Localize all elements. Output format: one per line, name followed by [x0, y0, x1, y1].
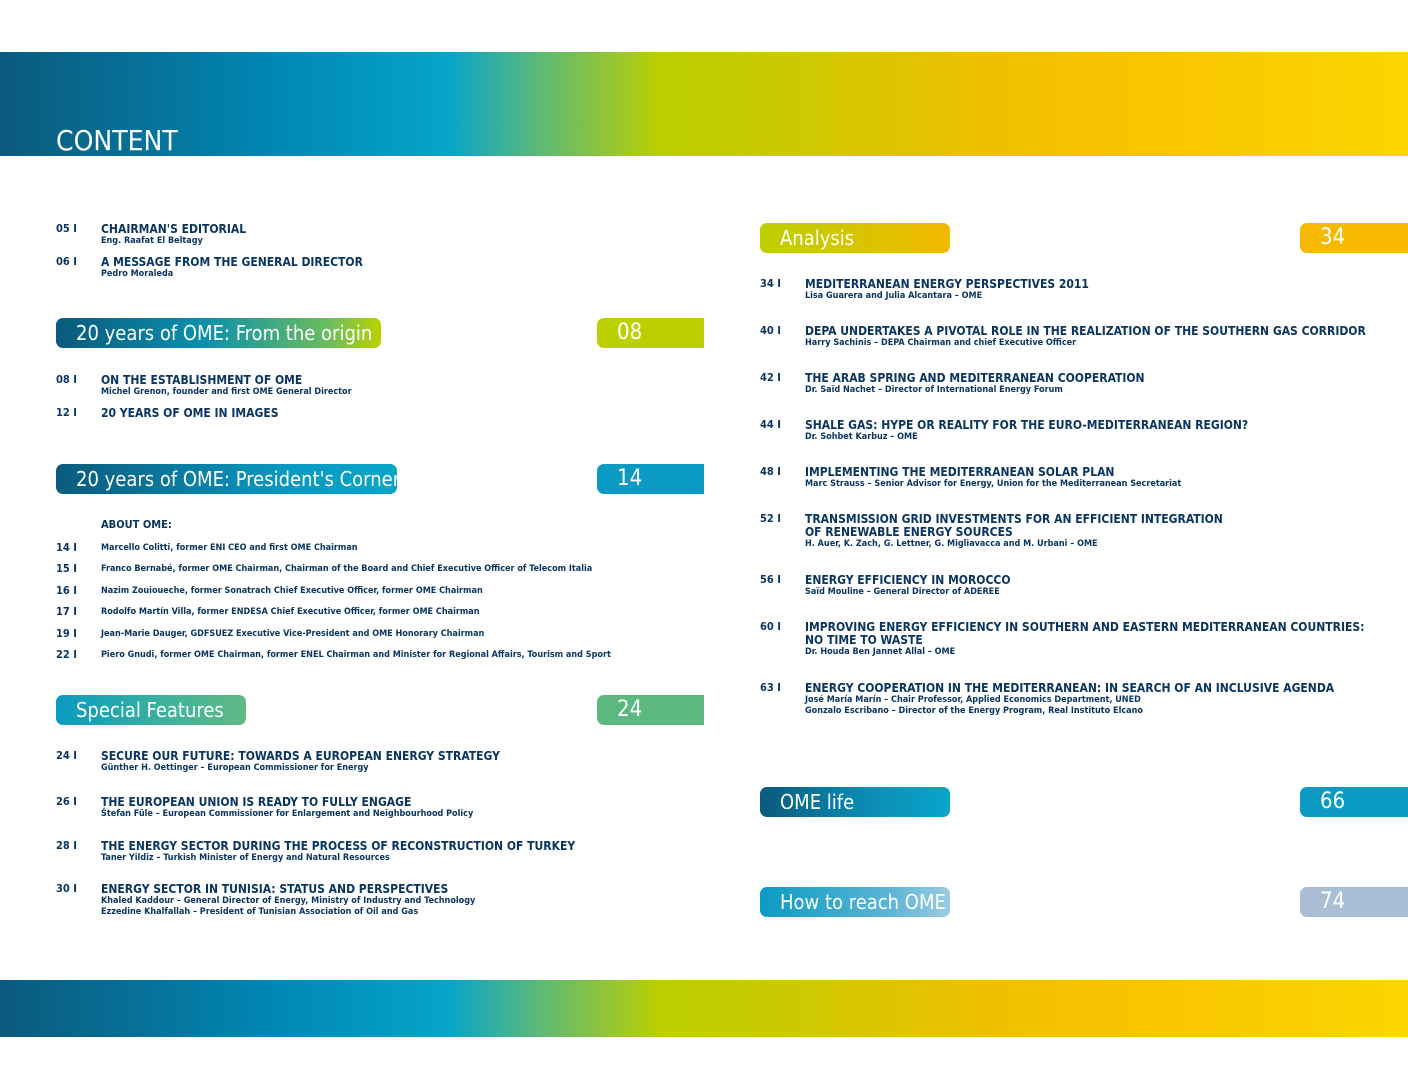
entry-author: Taner Yildiz – Turkish Minister of Energy and Natural Resources — [101, 853, 390, 863]
entry-title: NO TIME TO WASTE — [805, 633, 923, 647]
entry-page-number: 48 I — [760, 465, 781, 478]
entry-page-number: 08 I — [56, 373, 77, 386]
entry-author: Khaled Kaddour – General Director of Energy, Ministry of Industry and Technology — [101, 896, 476, 906]
entry-page-number: 30 I — [56, 882, 77, 895]
entry-page-number: 12 I — [56, 406, 77, 419]
entry-page-number: 05 I — [56, 222, 77, 235]
entry-author: Michel Grenon, founder and first OME General Director — [101, 387, 352, 397]
section-page-number: 74 — [1300, 887, 1408, 917]
president-name: Franco Bernabé, former OME Chairman, Chairman of the Board and Chief Executive Officer of Telecom Italia — [101, 564, 593, 574]
entry-author: H. Auer, K. Zach, G. Lettner, G. Migliavacca and M. Urbani – OME — [805, 539, 1098, 549]
entry-title: MEDITERRANEAN ENERGY PERSPECTIVES 2011 — [805, 277, 1089, 291]
entry-page-number: 24 I — [56, 749, 77, 762]
entry-author: Pedro Moraleda — [101, 269, 174, 279]
entry-author: Gonzalo Escribano – Director of the Energy Program, Real Instituto Elcano — [805, 706, 1143, 716]
president-name: Piero Gnudi, former OME Chairman, former ENEL Chairman and Minister for Regional Affairs, Tourism and Sport — [101, 650, 611, 660]
section-heading-special-features[interactable]: Special Features — [56, 695, 246, 725]
section-heading-from-the-origin[interactable]: 20 years of OME: From the origin — [56, 318, 381, 348]
section-heading-presidents-corner[interactable]: 20 years of OME: President's Corner — [56, 464, 397, 494]
entry-page-number: 42 I — [760, 371, 781, 384]
president-name: Marcello Colitti, former ENI CEO and first OME Chairman — [101, 543, 358, 553]
entry-author: Günther H. Oettinger – European Commissioner for Energy — [101, 763, 369, 773]
president-name: Nazim Zouioueche, former Sonatrach Chief Executive Officer, former OME Chairman — [101, 586, 483, 596]
entry-title: THE ENERGY SECTOR DURING THE PROCESS OF RECONSTRUCTION OF TURKEY — [101, 839, 576, 853]
entry-author: José María Marín – Chair Professor, Applied Economics Department, UNED — [805, 695, 1141, 705]
section-page-number: 66 — [1300, 787, 1408, 817]
entry-title: ON THE ESTABLISHMENT OF OME — [101, 373, 303, 387]
entry-title: IMPROVING ENERGY EFFICIENCY IN SOUTHERN AND EASTERN MEDITERRANEAN COUNTRIES: — [805, 620, 1365, 634]
entry-title: ENERGY EFFICIENCY IN MOROCCO — [805, 573, 1011, 587]
section-page-number: 08 — [597, 318, 704, 348]
footer-band — [0, 980, 1408, 1037]
entry-title: CHAIRMAN'S EDITORIAL — [101, 222, 247, 236]
entry-page-number: 34 I — [760, 277, 781, 290]
entry-page-number: 06 I — [56, 255, 77, 268]
section-page-number: 14 — [597, 464, 704, 494]
entry-author: Dr. Houda Ben Jannet Allal – OME — [805, 647, 956, 657]
entry-page-number: 60 I — [760, 620, 781, 633]
entry-title: ENERGY SECTOR IN TUNISIA: STATUS AND PERSPECTIVES — [101, 882, 449, 896]
entry-page-number: 22 I — [56, 648, 77, 661]
entry-author: Ezzedine Khalfallah – President of Tunisian Association of Oil and Gas — [101, 907, 419, 917]
entry-author: Harry Sachinis – DEPA Chairman and chief Executive Officer — [805, 338, 1077, 348]
entry-title: TRANSMISSION GRID INVESTMENTS FOR AN EFFICIENT INTEGRATION — [805, 512, 1223, 526]
entry-title: A MESSAGE FROM THE GENERAL DIRECTOR — [101, 255, 363, 269]
entry-page-number: 56 I — [760, 573, 781, 586]
entry-title: THE ARAB SPRING AND MEDITERRANEAN COOPERATION — [805, 371, 1145, 385]
entry-author: Eng. Raafat El Beltagy — [101, 236, 203, 246]
entry-page-number: 15 I — [56, 562, 77, 575]
entry-author: Saïd Mouline – General Director of ADEREE — [805, 587, 1000, 597]
about-ome-text: ABOUT OME: — [101, 518, 172, 531]
entry-page-number: 14 I — [56, 541, 77, 554]
section-page-number: 24 — [597, 695, 704, 725]
section-heading-how-to-reach-ome[interactable]: How to reach OME — [760, 887, 950, 917]
entry-title: 20 YEARS OF OME IN IMAGES — [101, 406, 279, 420]
entry-page-number: 17 I — [56, 605, 77, 618]
section-heading-ome-life[interactable]: OME life — [760, 787, 950, 817]
president-name: Jean-Marie Dauger, GDFSUEZ Executive Vice-President and OME Honorary Chairman — [101, 629, 485, 639]
entry-title: DEPA UNDERTAKES A PIVOTAL ROLE IN THE REALIZATION OF THE SOUTHERN GAS CORRIDOR — [805, 324, 1366, 338]
page-title: CONTENT — [56, 124, 178, 157]
entry-author: Dr. Sohbet Karbuz – OME — [805, 432, 918, 442]
entry-page-number: 52 I — [760, 512, 781, 525]
entry-author: Marc Strauss – Senior Advisor for Energy, Union for the Mediterranean Secretariat — [805, 479, 1182, 489]
entry-page-number: 63 I — [760, 681, 781, 694]
entry-page-number: 16 I — [56, 584, 77, 597]
entry-title: IMPLEMENTING THE MEDITERRANEAN SOLAR PLAN — [805, 465, 1115, 479]
entry-author: Dr. Saïd Nachet – Director of International Energy Forum — [805, 385, 1063, 395]
entry-title: SHALE GAS: HYPE OR REALITY FOR THE EURO-MEDITERRANEAN REGION? — [805, 418, 1249, 432]
entry-author: Štefan Füle – European Commissioner for Enlargement and Neighbourhood Policy — [101, 809, 474, 819]
header-band — [0, 52, 1408, 156]
section-page-number: 34 — [1300, 223, 1408, 253]
entry-page-number: 44 I — [760, 418, 781, 431]
entry-title: OF RENEWABLE ENERGY SOURCES — [805, 525, 1013, 539]
entry-title: THE EUROPEAN UNION IS READY TO FULLY ENGAGE — [101, 795, 412, 809]
entry-title: SECURE OUR FUTURE: TOWARDS A EUROPEAN ENERGY STRATEGY — [101, 749, 500, 763]
entry-page-number: 28 I — [56, 839, 77, 852]
entry-page-number: 19 I — [56, 627, 77, 640]
section-heading-analysis[interactable]: Analysis — [760, 223, 950, 253]
entry-page-number: 40 I — [760, 324, 781, 337]
entry-page-number: 26 I — [56, 795, 77, 808]
entry-author: Lisa Guarera and Julia Alcantara – OME — [805, 291, 983, 301]
president-name: Rodolfo Martín Villa, former ENDESA Chief Executive Officer, former OME Chairman — [101, 607, 480, 617]
entry-title: ENERGY COOPERATION IN THE MEDITERRANEAN: IN SEARCH OF AN INCLUSIVE AGENDA — [805, 681, 1335, 695]
